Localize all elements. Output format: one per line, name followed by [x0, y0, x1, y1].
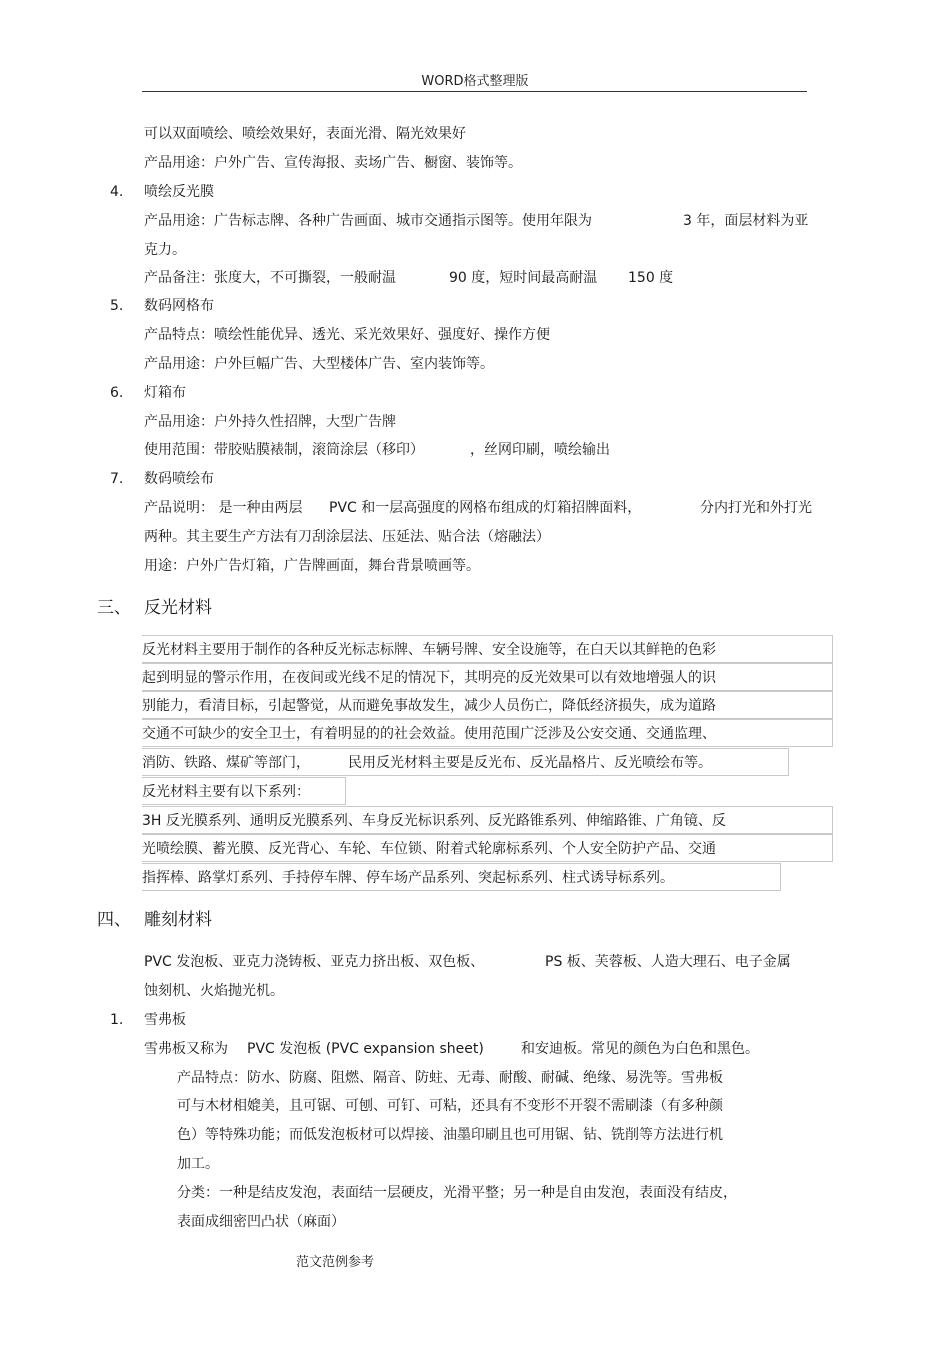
section-number: 四、 — [97, 910, 131, 930]
header-rule — [142, 91, 807, 92]
list-item-title: 数码喷绘布 — [144, 471, 214, 487]
text-line-boxed: 反光材料主要有以下系列： — [142, 777, 346, 805]
section-title: 反光材料 — [144, 598, 212, 618]
text-line: PVC 发泡板、亚克力浇铸板、亚克力挤出板、双色板、 — [144, 954, 485, 970]
text-line: 产品备注：张度大，不可撕裂，一般耐温 — [144, 270, 396, 286]
text-line: PS 板、芙蓉板、人造大理石、电子金属 — [545, 954, 791, 970]
text-line: ，丝网印刷，喷绘输出 — [470, 442, 610, 458]
text-line: PVC 和一层高强度的网格布组成的灯箱招牌面料， — [329, 500, 642, 516]
text-line-boxed: 别能力，看清目标，引起警觉，从而避免事故发生，减少人员伤亡，降低经济损失，成为道路 — [142, 691, 833, 719]
text-line-boxed: 3H 反光膜系列、通明反光膜系列、车身反光标识系列、反光路锥系列、伸缩路锥、广角镜、反 — [142, 806, 833, 834]
list-number: 5. — [110, 298, 124, 314]
text-line: 使用范围：带胶贴膜裱制，滚筒涂层（移印） — [144, 442, 424, 458]
list-number: 7. — [110, 471, 124, 487]
text-line: 产品特点：防水、防腐、阻燃、隔音、防蛀、无毒、耐酸、耐碱、绝缘、易洗等。雪弗板 — [177, 1070, 723, 1086]
list-item-title: 数码网格布 — [144, 298, 214, 314]
text-line: 可与木材相媲美，且可锯、可刨、可钉、可粘，还具有不变形不开裂不需刷漆（有多种颜 — [177, 1098, 723, 1114]
list-number: 6. — [110, 385, 124, 401]
text-line: 表面成细密凹凸状（麻面） — [177, 1214, 345, 1230]
list-item-title: 喷绘反光膜 — [144, 184, 214, 200]
text-segment: 民用反光材料主要是反光布、反光晶格片、反光喷绘布等。 — [348, 755, 712, 771]
text-line: 90 度，短时间最高耐温 — [449, 270, 598, 286]
section-title: 雕刻材料 — [144, 910, 212, 930]
text-line: 分内打光和外打光 — [700, 500, 812, 516]
text-line: 加工。 — [177, 1156, 219, 1172]
text-line: 和安迪板。常见的颜色为白色和黑色。 — [521, 1041, 759, 1057]
text-line: 产品说明： 是一种由两层 — [144, 500, 303, 516]
text-line: 蚀刻机、火焰抛光机。 — [144, 983, 284, 999]
section-number: 三、 — [97, 598, 131, 618]
text-line: 产品特点：喷绘性能优异、透光、采光效果好、强度好、操作方便 — [144, 327, 550, 343]
list-number: 1. — [110, 1012, 124, 1028]
text-segment: 消防、铁路、煤矿等部门， — [142, 755, 310, 771]
text-line-boxed: 交通不可缺少的安全卫士，有着明显的的社会效益。使用范围广泛涉及公安交通、交通监理、 — [142, 719, 833, 747]
text-line-boxed: 光喷绘膜、蓄光膜、反光背心、车轮、车位锁、附着式轮廓标系列、个人安全防护产品、交通 — [142, 834, 833, 862]
page-footer: 范文范例参考 — [296, 1255, 375, 1270]
list-item-title: 灯箱布 — [144, 385, 186, 401]
text-line: 雪弗板又称为 — [144, 1041, 228, 1057]
text-line: 可以双面喷绘、喷绘效果好，表面光滑、隔光效果好 — [144, 126, 466, 142]
list-number: 4. — [110, 184, 124, 200]
text-line: 3 年，面层材料为亚 — [683, 213, 809, 229]
text-line: 产品用途：户外持久性招牌，大型广告牌 — [144, 414, 396, 430]
text-line-boxed: 反光材料主要用于制作的各种反光标志标牌、车辆号牌、安全设施等，在白天以其鲜艳的色彩 — [142, 635, 833, 663]
text-line: 两种。其主要生产方法有刀刮涂层法、压延法、贴合法（熔融法） — [144, 529, 550, 545]
text-line: 产品用途：广告标志牌、各种广告画面、城市交通指示图等。使用年限为 — [144, 213, 592, 229]
text-line: 克力。 — [144, 242, 186, 258]
text-line-boxed — [142, 748, 789, 776]
list-item-title: 雪弗板 — [144, 1012, 186, 1028]
text-line: 分类：一种是结皮发泡，表面结一层硬皮，光滑平整；另一种是自由发泡，表面没有结皮， — [177, 1185, 737, 1201]
text-line: 色）等特殊功能；而低发泡板材可以焊接、油墨印刷且也可用锯、钻、铣削等方法进行机 — [177, 1127, 723, 1143]
text-line: 产品用途：户外广告、宣传海报、卖场广告、橱窗、装饰等。 — [144, 155, 522, 171]
text-line: 产品用途：户外巨幅广告、大型楼体广告、室内装饰等。 — [144, 356, 494, 372]
text-line: PVC 发泡板 (PVC expansion sheet) — [247, 1041, 484, 1057]
text-line: 150 度 — [628, 270, 674, 286]
page-header: WORD格式整理版 — [421, 74, 529, 89]
text-line-boxed: 起到明显的警示作用，在夜间或光线不足的情况下，其明亮的反光效果可以有效地增强人的识 — [142, 663, 833, 691]
text-line: 用途：户外广告灯箱，广告牌画面，舞台背景喷画等。 — [144, 558, 480, 574]
text-line-boxed: 指挥棒、路掌灯系列、手持停车牌、停车场产品系列、突起标系列、柱式诱导标系列。 — [142, 863, 781, 891]
